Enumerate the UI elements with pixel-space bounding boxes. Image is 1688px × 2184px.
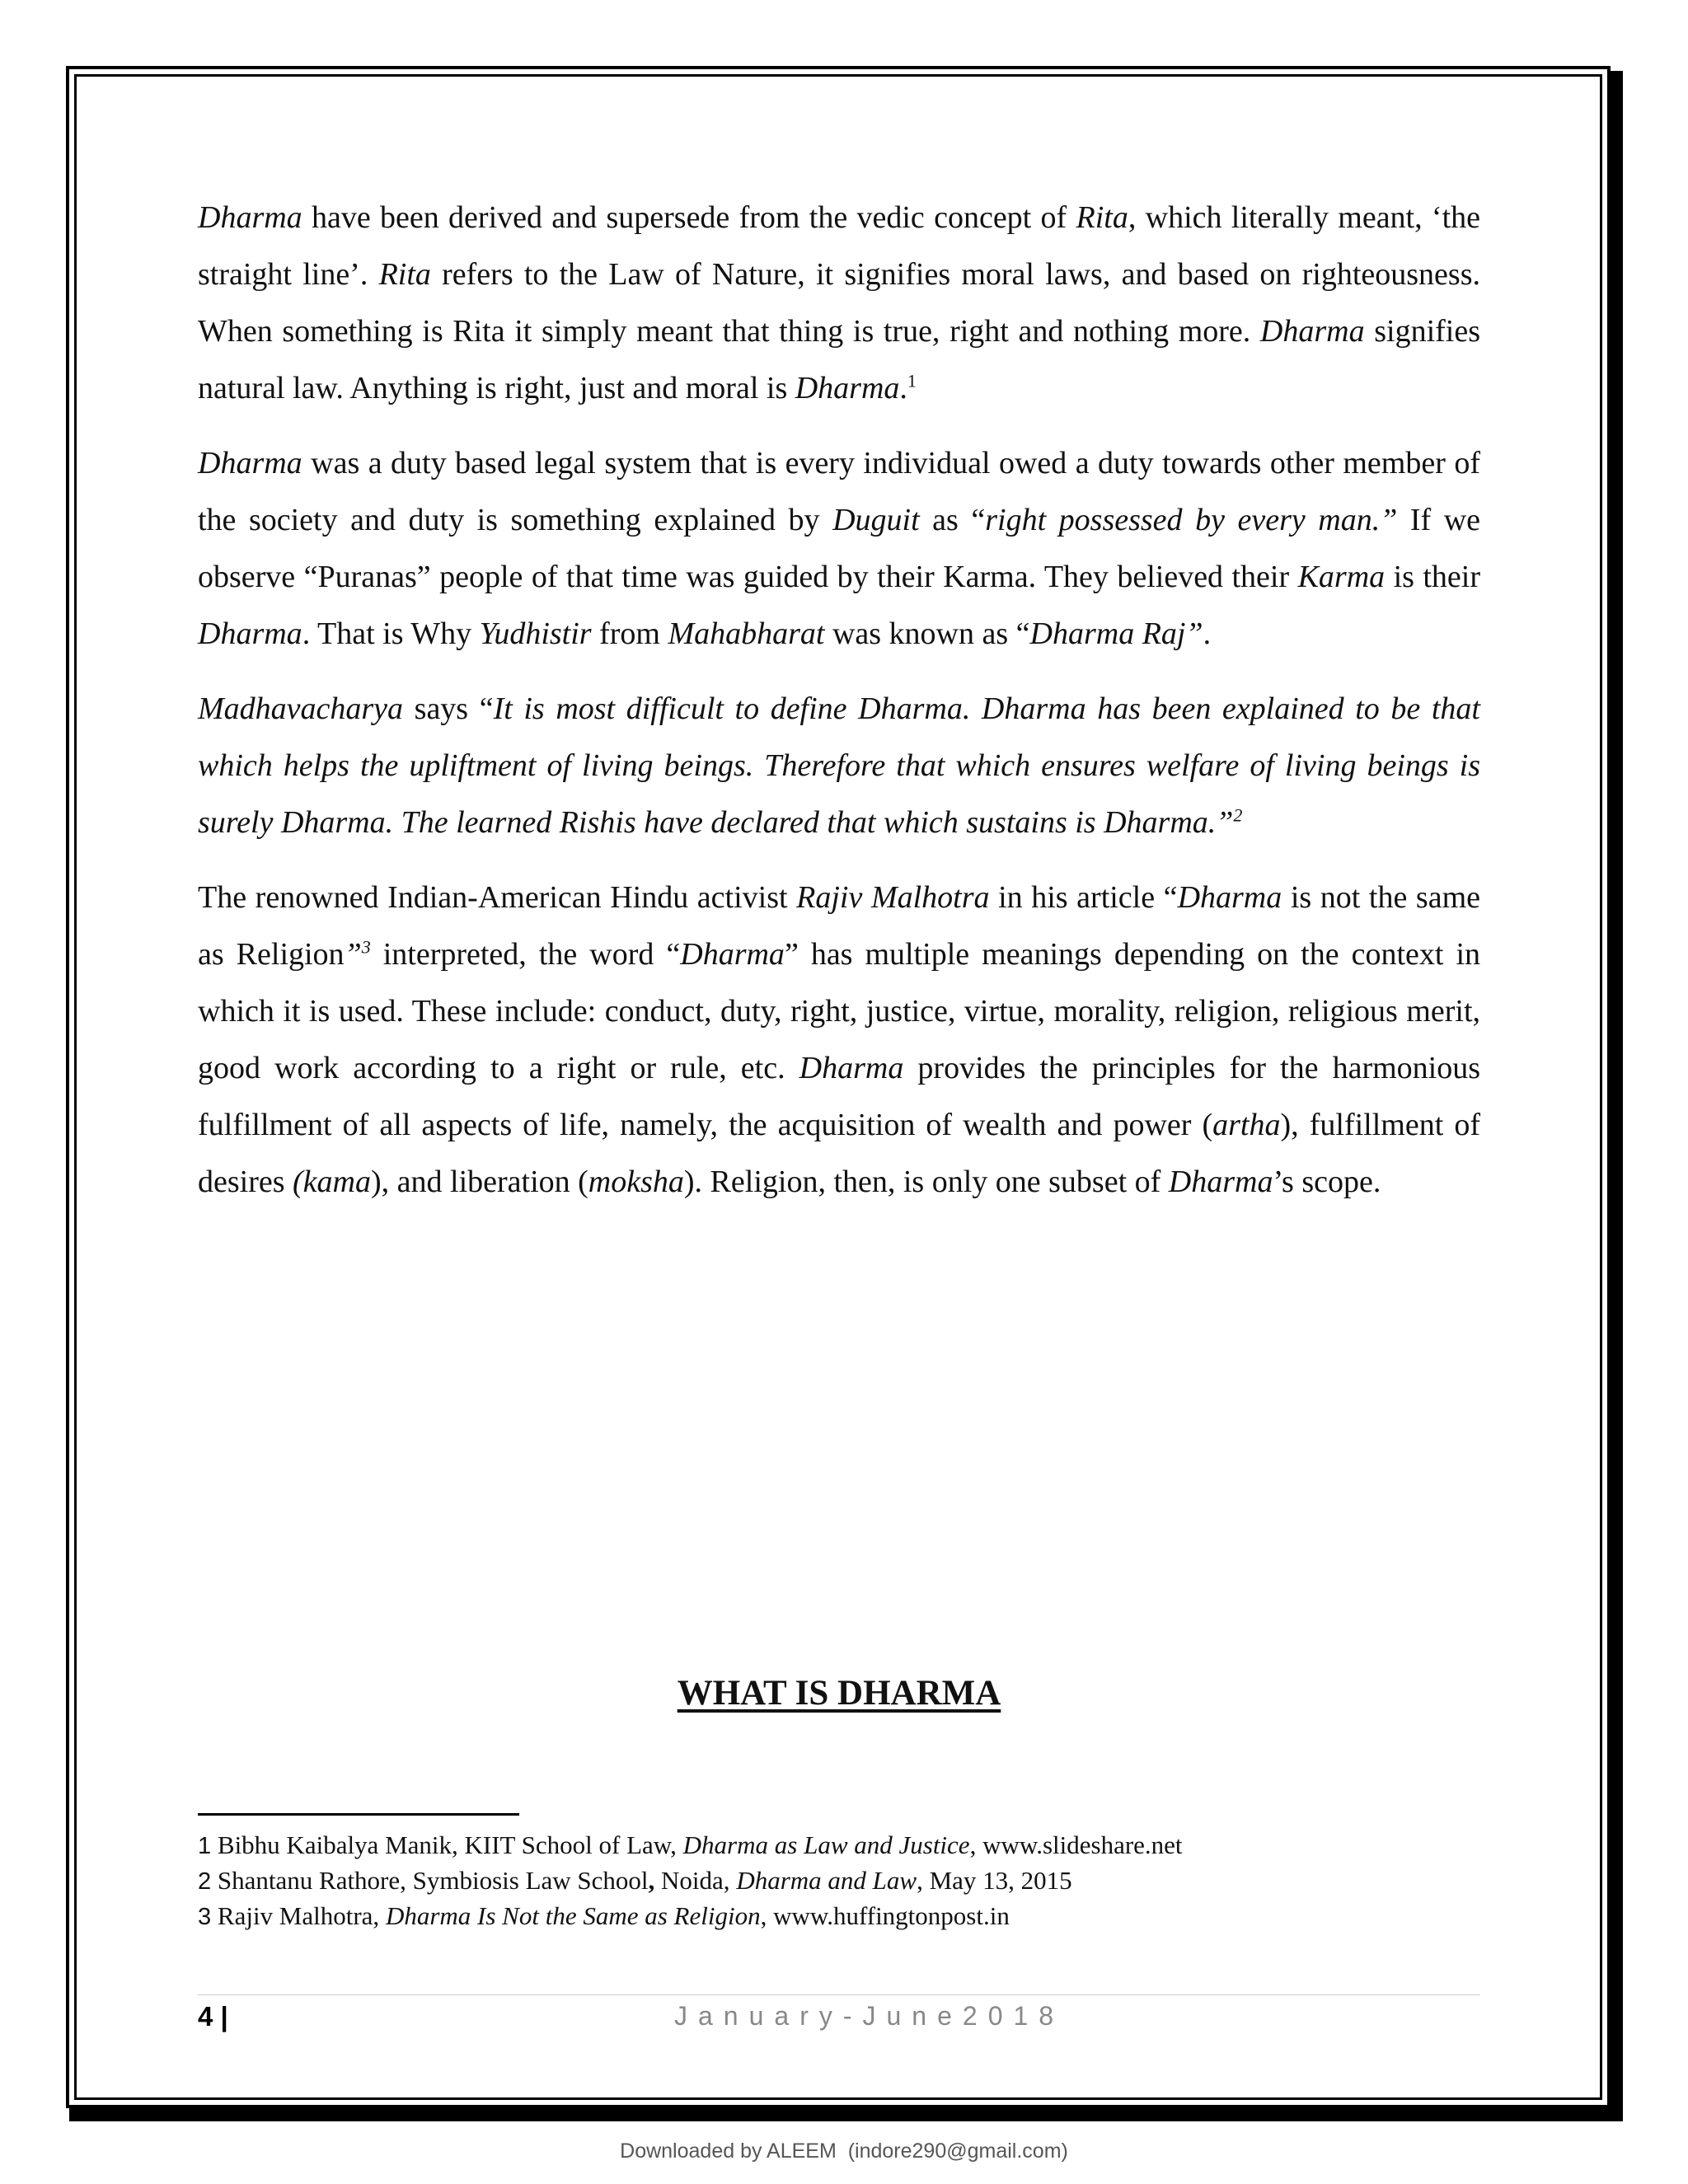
text-run: Dharma Raj”	[1029, 616, 1203, 651]
text-run: Dharma as Law and Justice	[682, 1830, 970, 1859]
text-run: right possessed by every man.”	[985, 503, 1398, 537]
text-run: .	[899, 371, 907, 405]
text-run: If we observe “Puranas” people of that time was guided by their Karma. They believed their	[198, 503, 1480, 594]
footnote-number: 3	[198, 1904, 212, 1930]
text-run: ” has multiple meanings depending on the context in which it is used. These include: conduct, duty, right, justice, virtue, morality, religion, religious merit, good work according to a right or rule, etc.	[198, 937, 1481, 1085]
footnote-ref: 1	[907, 370, 917, 391]
paragraph	[198, 869, 1480, 1211]
text-run: as “	[919, 503, 986, 537]
text-run: , which literally meant, ‘the straight line’.	[198, 200, 1480, 292]
text-run: Madhavacharya	[198, 691, 404, 726]
text-run: Dharma	[198, 446, 302, 480]
text-run: artha	[1212, 1108, 1281, 1142]
footnotes	[198, 1828, 1480, 1934]
text-run: is not the same as Religion	[198, 880, 1481, 972]
paragraph	[198, 190, 1480, 417]
text-run: Mahabharat	[668, 616, 825, 651]
footnote-separator	[198, 1813, 519, 1816]
page-number: 4 |	[198, 2001, 228, 2032]
text-run: Noida,	[654, 1866, 737, 1895]
text-run: , www.slideshare.net	[969, 1830, 1183, 1859]
text-run: ”	[344, 937, 362, 972]
text-run: Rajiv Malhotra	[796, 880, 990, 915]
footnote-ref: 2	[1233, 804, 1243, 826]
text-run: from	[591, 616, 668, 651]
footnote-ref: 3	[361, 936, 371, 958]
download-watermark: Downloaded by ALEEM (indore290@gmail.com)	[620, 2139, 1068, 2163]
text-run: ,	[648, 1866, 655, 1895]
text-run: Dharma	[198, 616, 302, 651]
text-run: in his article “	[989, 880, 1178, 915]
text-run: have been derived and supersede from the vedic concept of	[302, 200, 1076, 235]
text-run: ’s scope.	[1273, 1165, 1381, 1199]
text-run: , www.huffingtonpost.in	[760, 1901, 1010, 1930]
footer-separator	[198, 1994, 1480, 1995]
text-run: provides the principles for the harmonious fulfillment of all aspects of life, namely, the acquisition of wealth and power (	[198, 1051, 1481, 1142]
text-run: Rita	[378, 257, 431, 292]
text-run: was known as “	[824, 616, 1030, 651]
text-run: Dharma	[1177, 880, 1282, 915]
text-run: Dharma	[1168, 1165, 1273, 1199]
footnote-item	[198, 1899, 1480, 1934]
text-run: Rajiv Malhotra,	[211, 1901, 386, 1930]
footnote-text	[211, 1901, 1010, 1930]
text-run: Dharma	[1259, 314, 1365, 349]
paragraph	[198, 681, 1480, 851]
footnote-number: 1	[198, 1833, 212, 1859]
text-run: Bibhu Kaibalya Manik, KIIT School of Law,	[211, 1830, 683, 1859]
text-run: ), and liberation (	[371, 1165, 588, 1199]
text-run: Dharma	[680, 937, 785, 972]
text-run: Dharma	[799, 1051, 904, 1085]
text-run: was a duty based legal system that is every individual owed a duty towards other member of the society and duty is something explained by	[198, 446, 1480, 537]
text-run: moksha	[588, 1165, 684, 1199]
footnote-text	[211, 1866, 1072, 1895]
footer-date: January-June2018	[674, 2001, 1065, 2031]
text-run: . That is Why	[302, 616, 480, 651]
section-heading: WHAT IS DHARMA	[677, 1674, 1001, 1713]
text-run: ). Religion, then, is only one subset of	[683, 1165, 1169, 1199]
footnote-text	[211, 1830, 1182, 1859]
text-run: Dharma Is Not the Same as Religion	[385, 1901, 761, 1930]
text-run: Dharma	[795, 371, 900, 405]
text-run: signifies natural law. Anything is right, just and moral is	[198, 314, 1480, 405]
footnote-number: 2	[198, 1868, 212, 1895]
text-run: Karma	[1297, 560, 1386, 594]
text-run: is their	[1385, 560, 1480, 594]
text-run: Duguit	[832, 503, 920, 537]
text-run: Dharma and Law	[736, 1866, 917, 1895]
text-run: ), fulfillment of desires	[198, 1108, 1480, 1199]
footnote-item	[198, 1863, 1480, 1899]
paragraph	[198, 435, 1480, 663]
text-run: Dharma	[198, 200, 302, 235]
text-run: It is most difficult to define Dharma. Dharma has been explained to be that which helps the upliftment of living beings. Therefore that which ensures welfare of living beings is surely Dharma. The learned Rishis have declared that which sustains is Dharma.”	[198, 691, 1480, 840]
text-run: .	[1203, 616, 1212, 651]
text-run: (kama	[293, 1165, 371, 1199]
text-run: interpreted, the word “	[370, 937, 681, 972]
footnote-item	[198, 1828, 1480, 1863]
text-run: Rita	[1076, 200, 1128, 235]
text-run: refers to the Law of Nature, it signifies moral laws, and based on righteousness. When something is Rita it simply meant that thing is true, right and nothing more.	[198, 257, 1480, 349]
text-run: The renowned Indian-American Hindu activist	[198, 880, 797, 915]
text-run: Yudhistir	[479, 616, 592, 651]
text-run: , May 13, 2015	[917, 1866, 1072, 1895]
body-text	[198, 190, 1480, 1229]
text-run: says “	[403, 691, 494, 726]
text-run: Shantanu Rathore, Symbiosis Law School	[211, 1866, 649, 1895]
